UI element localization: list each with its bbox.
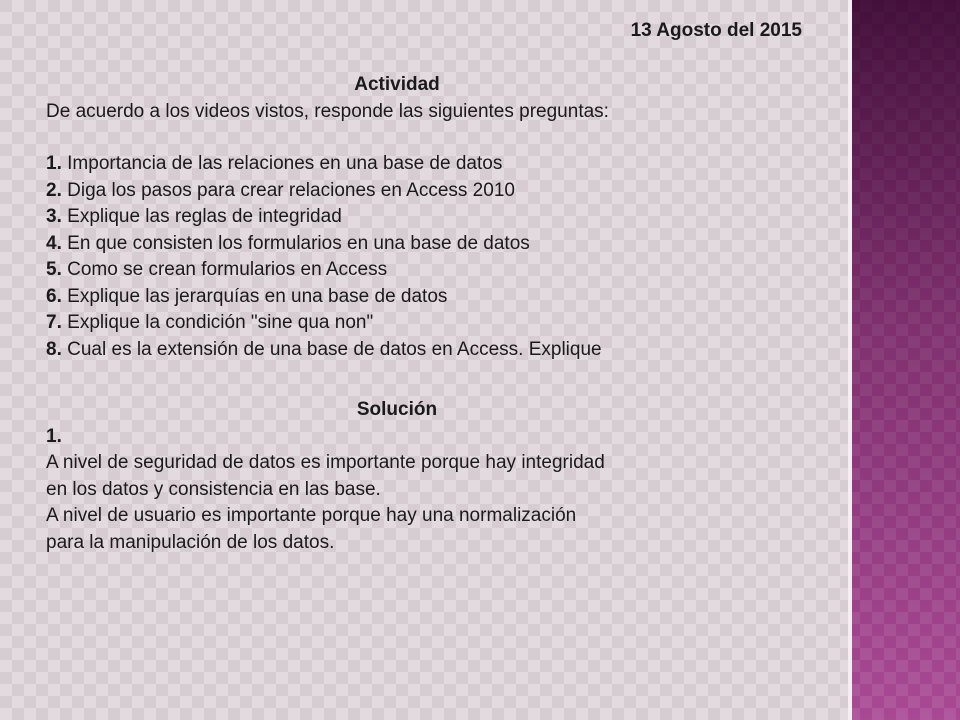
solution-title: Solución [356, 399, 438, 420]
spacer [46, 125, 826, 151]
solution-number: 1. [46, 425, 62, 447]
question-item [46, 178, 826, 205]
question-text: En que consisten los formularios en una base de datos [67, 232, 530, 254]
question-number: 6. [46, 285, 62, 307]
question-number: 2. [46, 179, 62, 201]
question-text: Diga los pasos para crear relaciones en Access 2010 [67, 179, 515, 201]
question-number: 8. [46, 338, 62, 360]
spacer [46, 46, 826, 72]
decorative-side-band [848, 0, 960, 720]
spacer [46, 363, 826, 389]
question-text: Como se crean formularios en Access [67, 259, 388, 280]
question-item [46, 151, 826, 178]
question-text: Explique las reglas de integridad [67, 206, 342, 227]
solution-line: para la manipulación de los datos. [46, 531, 335, 553]
question-item [46, 204, 826, 231]
question-item [46, 257, 826, 284]
solution-line: A nivel de usuario es importante porque hay una normalización [46, 505, 577, 526]
question-list [46, 151, 826, 363]
spacer [46, 389, 826, 397]
question-number: 4. [46, 232, 62, 254]
question-number: 5. [46, 259, 62, 280]
question-item [46, 284, 826, 311]
solution-line: en los datos y consistencia en las base. [46, 478, 381, 500]
date-label: 13 Agosto del 2015 [630, 20, 802, 41]
question-text: Explique la condición "sine qua non" [67, 312, 374, 333]
question-item [46, 337, 826, 364]
activity-title: Actividad [354, 74, 440, 95]
question-number: 7. [46, 312, 62, 333]
question-item [46, 231, 826, 258]
question-text: Cual es la extensión de una base de datos en Access. Explique [67, 338, 602, 360]
slide-content [46, 18, 826, 556]
question-item [46, 310, 826, 337]
solution-line: A nivel de seguridad de datos es importante porque hay integridad [46, 452, 605, 473]
question-number: 1. [46, 153, 62, 174]
question-text: Explique las jerarquías en una base de datos [67, 285, 448, 307]
question-text: Importancia de las relaciones en una base de datos [67, 153, 503, 174]
question-number: 3. [46, 206, 62, 227]
activity-intro: De acuerdo a los videos vistos, responde las siguientes preguntas: [46, 100, 609, 122]
